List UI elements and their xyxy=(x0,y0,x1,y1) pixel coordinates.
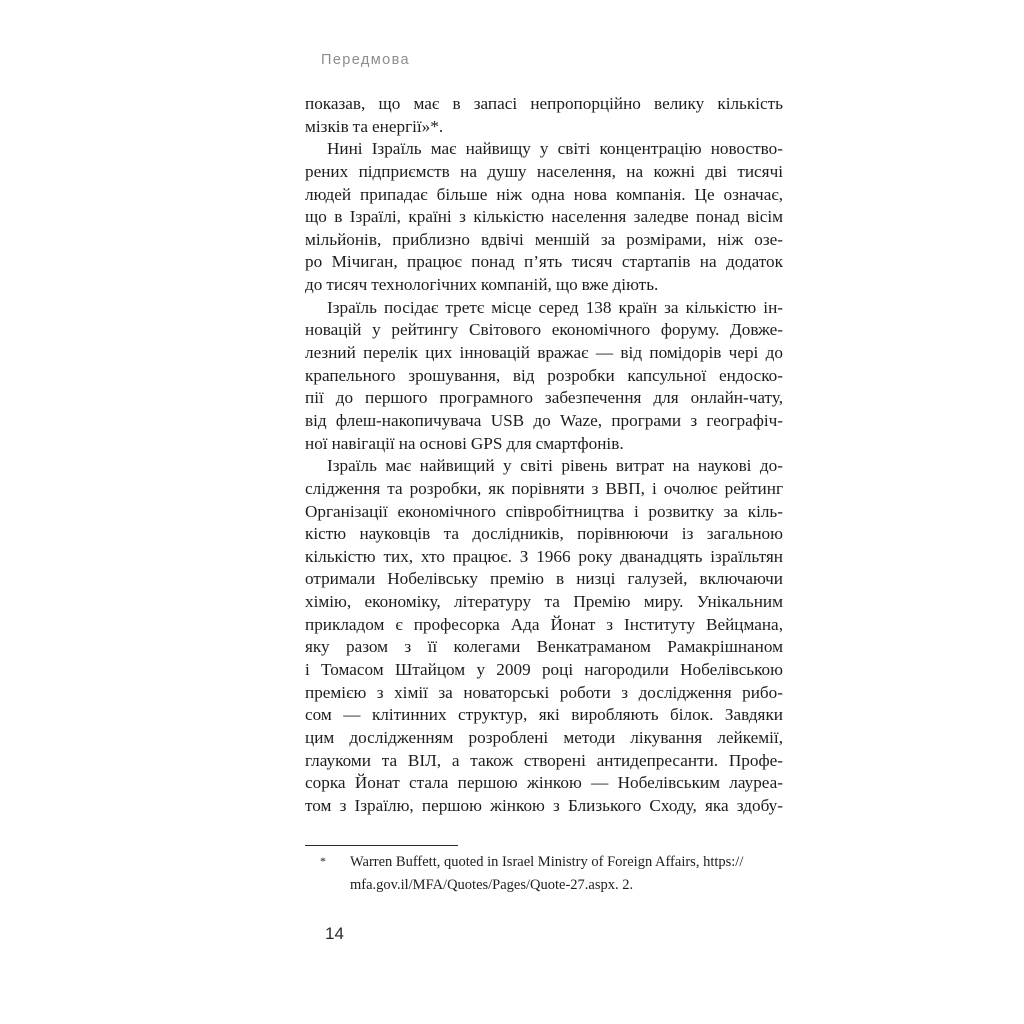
text-line: що в Ізраїлі, країні з кількістю населення заледве понад вісім xyxy=(305,207,783,227)
text-line: людей припадає більше ніж одна нова компанія. Це означає, xyxy=(305,184,783,204)
text-line: сом — клітинних структур, які виробляють білок. Завдяки xyxy=(305,705,783,725)
text-line: Нині Ізраїль має найвищу у світі концентрацію новоство- xyxy=(327,139,783,159)
footnote-line: mfa.gov.il/MFA/Quotes/Pages/Quote-27.aspx. 2. xyxy=(350,877,634,893)
text-line: рених підприємств на душу населення, на кожні дві тисячі xyxy=(305,161,783,181)
footnote-separator xyxy=(305,845,458,846)
text-line: том з Ізраїлю, першою жінкою з Близького Сходу, яка здобу- xyxy=(305,795,783,815)
paragraph xyxy=(305,455,783,817)
running-header: Передмова xyxy=(321,52,410,68)
text-line: мільйонів, приблизно вдвічі меншій за розмірами, ніж озе- xyxy=(305,229,783,249)
footnote-text xyxy=(350,851,790,897)
text-line: цим дослідженням розроблені методи лікування лейкемії, xyxy=(305,727,783,747)
text-line: хімію, економіку, літературу та Премію миру. Унікальним xyxy=(305,592,783,612)
text-line: пії до першого програмного забезпечення для онлайн-чату, xyxy=(305,388,783,408)
footnote-line: Warren Buffett, quoted in Israel Ministry of Foreign Affairs, https:// xyxy=(350,854,744,870)
body-text xyxy=(305,93,783,818)
footnote-marker: * xyxy=(320,854,326,868)
text-line: кількістю тих, хто працює. З 1966 року дванадцять ізраїльтян xyxy=(305,546,783,566)
text-line: ної навігації на основі GPS для смартфонів. xyxy=(305,433,624,453)
text-line: глаукоми та ВІЛ, а також створені антидепресанти. Профе- xyxy=(305,750,783,770)
text-line: Ізраїль посідає третє місце серед 138 країн за кількістю ін- xyxy=(327,297,783,317)
text-line: слідження та розробки, як порівняти з ВВП, і очолює рейтинг xyxy=(305,478,783,498)
text-line: Ізраїль має найвищий у світі рівень витрат на наукові до- xyxy=(327,456,783,476)
text-line: і Томасом Штайцом у 2009 році нагородили Нобелівською xyxy=(305,660,783,680)
paragraph xyxy=(305,297,783,455)
paragraph xyxy=(305,138,783,296)
text-line: показав, що має в запасі непропорційно велику кількість xyxy=(305,94,783,113)
page-number: 14 xyxy=(325,924,344,943)
text-line: премією з хімії за новаторські роботи з дослідження рибо- xyxy=(305,682,783,702)
text-line: яку разом з її колегами Венкатраманом Рамакрішнаном xyxy=(305,637,783,657)
text-line: Організації економічного співробітництва і розвитку за кіль- xyxy=(305,501,783,521)
text-line: ро Мічиган, працює понад п’ять тисяч стартапів на додаток xyxy=(305,252,783,272)
text-line: крапельного зрошування, від розробки капсульної ендоско- xyxy=(305,365,783,385)
text-line: сорка Йонат стала першою жінкою — Нобелівським лауреа- xyxy=(305,773,783,793)
text-line: від флеш-накопичувача USB до Waze, програми з географіч- xyxy=(305,410,783,430)
text-line: до тисяч технологічних компаній, що вже діють. xyxy=(305,275,659,295)
text-line: кістю науковців та дослідників, порівнюючи із загальною xyxy=(305,524,783,544)
text-line: новацій у рейтингу Світового економічного форуму. Довже- xyxy=(305,320,783,340)
text-line: лезний перелік цих інновацій вражає — від помідорів чері до xyxy=(305,343,783,363)
paragraph xyxy=(305,93,783,138)
text-line: отримали Нобелівську премію в низці галузей, включаючи xyxy=(305,569,783,589)
text-line: прикладом є професорка Ада Йонат з Інституту Вейцмана, xyxy=(305,614,783,634)
text-line: мізків та енергії»*. xyxy=(305,116,444,136)
